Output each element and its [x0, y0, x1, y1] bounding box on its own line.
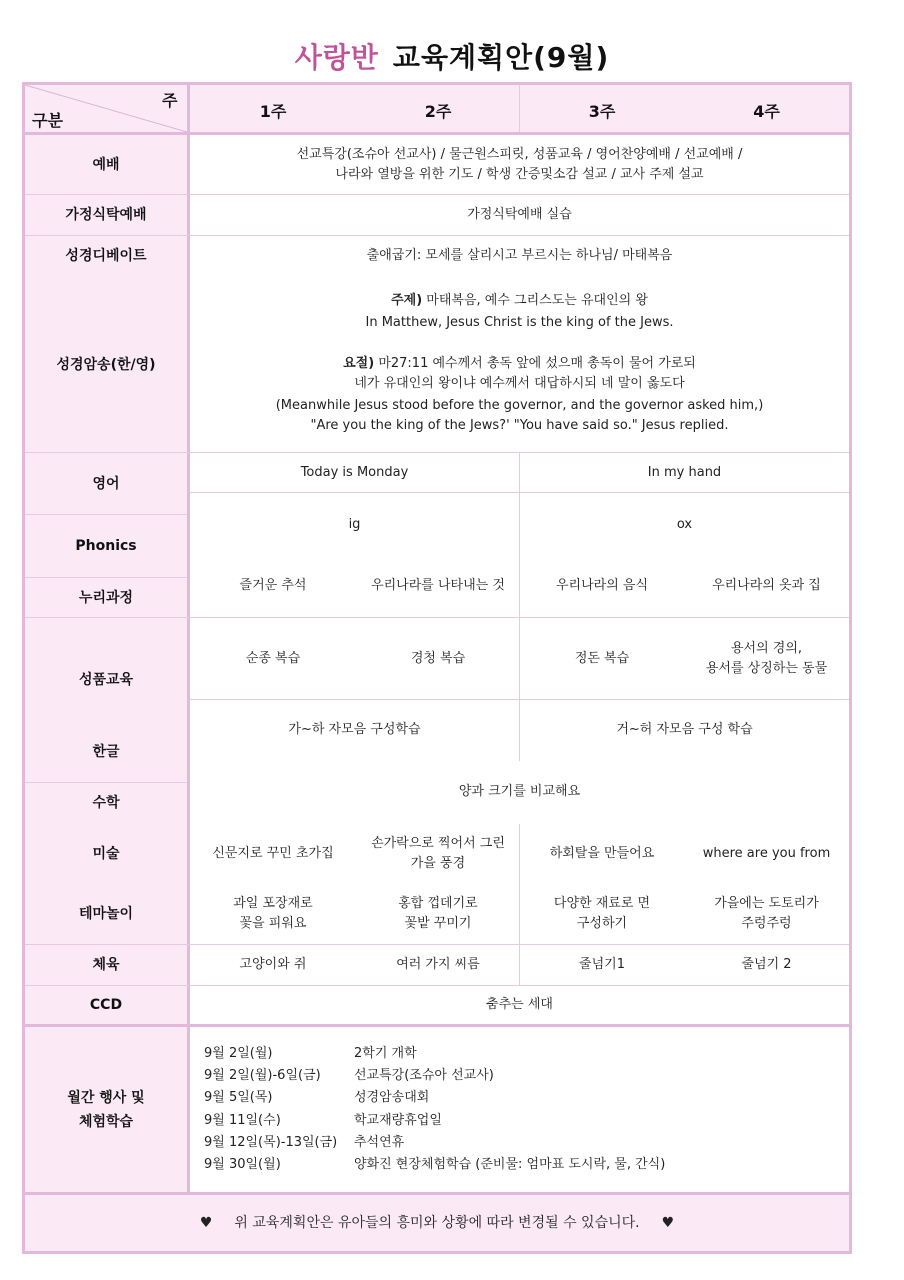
events-label-line-2: 체험학습 — [78, 1113, 134, 1130]
event-text: 성경암송대회 — [354, 1090, 430, 1106]
bible-debate-value: 출애굽기: 모세를 살리시고 부르시는 하나님/ 마태복음 — [366, 248, 673, 263]
bible-debate-label: 성경디베이트 — [25, 236, 187, 276]
event-date: 9월 2일(월) — [204, 1046, 273, 1061]
family-worship-label: 가정식탁예배 — [25, 195, 187, 235]
pe-label: 체육 — [25, 945, 187, 985]
memory-verse — [190, 354, 849, 374]
memory-theme — [190, 291, 849, 311]
events-label-line-1: 월간 행사 및 — [67, 1089, 145, 1106]
art-week-3: 하회탈을 만들어요 — [549, 846, 655, 861]
character-week-1: 순종 복습 — [245, 650, 301, 666]
worship-line-2: 나라와 열방을 위한 기도 / 학생 간증및소감 설교 / 교사 주제 설교 — [335, 167, 704, 182]
english-second-half: In my hand — [647, 464, 722, 480]
event-date: 9월 11일(수) — [204, 1112, 281, 1128]
english-label: 영어 — [25, 453, 187, 514]
event-item — [204, 1154, 665, 1176]
event-date: 9월 30일(월) — [204, 1157, 281, 1173]
character-week-4: 용서의 경의, 용서를 상징하는 동물 — [705, 640, 828, 676]
heart-icon: ♥ — [199, 1215, 213, 1231]
event-item — [204, 1132, 665, 1154]
event-date: 9월 12일(목)-13일(금) — [204, 1134, 338, 1150]
event-text: 양화진 현장체험학습 (준비물: 엄마표 도시락, 물, 간식) — [354, 1157, 666, 1173]
event-item — [204, 1043, 665, 1065]
ccd-value: 춤추는 세대 — [486, 997, 553, 1012]
memory-theme-ko: 마태복음, 예수 그리스도는 유대인의 왕 — [426, 293, 648, 308]
event-item — [204, 1065, 665, 1087]
english-first-half: Today is Monday — [300, 464, 409, 480]
event-text: 2학기 개학 — [354, 1046, 417, 1061]
worship-line-1: 선교특강(조슈아 선교사) / 물근원스피릿, 성품교육 / 영어찬양예배 / 선교예배 / — [296, 147, 743, 162]
theme-play-week-3: 다양한 재료로 면 구성하기 — [553, 896, 651, 931]
footer-note-text: 위 교육계획안은 유아들의 흥미와 상황에 따라 변경될 수 있습니다. — [234, 1215, 640, 1231]
event-text: 추석연휴 — [354, 1134, 405, 1150]
memory-theme-key: 주제) — [391, 293, 423, 308]
header-mid-divider — [519, 85, 520, 132]
class-name: 사랑반 — [294, 41, 379, 74]
memory-verse-ko-2: 네가 유대인의 왕이냐 예수께서 대답하시되 네 말이 옳도다 — [354, 376, 685, 391]
theme-play-week-2: 홍합 껍데기로 꽃밭 꾸미기 — [398, 896, 478, 931]
memory-verse-en-2: "Are you the king of the Jews?' "You have said so." Jesus replied. — [310, 418, 729, 433]
theme-play-week-1: 과일 포장재로 꽃을 피워요 — [233, 896, 313, 931]
pe-week-4: 줄넘기 2 — [741, 957, 792, 972]
page-title — [0, 36, 904, 76]
pe-week-3: 줄넘기1 — [579, 957, 625, 972]
nuri-week-1: 즐거운 추석 — [239, 578, 307, 593]
art-label: 미술 — [25, 834, 187, 874]
theme-play-label: 테마놀이 — [25, 894, 187, 934]
memory-label: 성경암송(한/영) — [25, 345, 187, 385]
phonics-first-half: ig — [348, 517, 361, 532]
nuri-label: 누리과정 — [25, 578, 187, 617]
memory-verse-key: 요절) — [343, 356, 375, 371]
corner-week-label: 주 — [162, 91, 178, 110]
nuri-week-3: 우리나라의 음식 — [555, 578, 649, 593]
art-week-1: 신문지로 꾸민 초가집 — [212, 846, 334, 861]
week-2-header: 2주 — [424, 102, 452, 121]
ccd-label: CCD — [25, 986, 187, 1024]
hangul-first-half: 가~하 자모음 구성학습 — [288, 722, 421, 737]
theme-play-week-4: 가을에는 도토리가 주렁주렁 — [714, 896, 819, 931]
memory-theme-en: In Matthew, Jesus Christ is the king of the Jews. — [365, 315, 674, 330]
nuri-week-2: 우리나라를 나타내는 것 — [371, 578, 505, 593]
family-worship-value: 가정식탁예배 실습 — [467, 207, 572, 222]
phonics-second-half: ox — [676, 517, 693, 532]
character-label: 성품교육 — [25, 660, 187, 700]
nuri-week-4: 우리나라의 옷과 집 — [712, 578, 821, 593]
math-value: 양과 크기를 비교해요 — [458, 784, 581, 799]
events-label — [25, 1027, 187, 1192]
art-week-2: 손가락으로 찍어서 그린 가을 풍경 — [371, 836, 505, 871]
character-week-3: 정돈 복습 — [574, 650, 630, 666]
event-date: 9월 5일(목) — [204, 1090, 273, 1106]
plan-title: 교육계획안(9월) — [392, 41, 610, 74]
character-week-2: 경청 복습 — [410, 650, 466, 666]
hangul-label: 한글 — [25, 732, 187, 772]
event-item — [204, 1110, 665, 1132]
week-3-header: 3주 — [588, 102, 616, 121]
pe-week-1: 고양이와 쥐 — [239, 957, 307, 972]
week-1-header: 1주 — [259, 102, 287, 121]
pe-week-2: 여러 가지 씨름 — [396, 957, 480, 972]
memory-verse-ko-1: 마27:11 예수께서 총독 앞에 섰으매 총독이 물어 가로되 — [378, 356, 696, 371]
event-item — [204, 1087, 665, 1109]
events-list — [204, 1043, 665, 1176]
phonics-label: Phonics — [25, 515, 187, 577]
heart-icon: ♥ — [661, 1215, 675, 1231]
memory-verse-en-1: (Meanwhile Jesus stood before the governor, and the governor asked him,) — [275, 398, 764, 413]
art-week-4: where are you from — [702, 846, 831, 861]
corner-category-label: 구분 — [32, 111, 63, 130]
event-text: 학교재량휴업일 — [354, 1112, 442, 1128]
week-4-header: 4주 — [753, 102, 780, 121]
event-text: 선교특강(조슈아 선교사) — [354, 1068, 494, 1084]
footer-note — [25, 1195, 849, 1251]
hangul-second-half: 거~허 자모음 구성 학습 — [616, 722, 753, 737]
event-date: 9월 2일(월)-6일(금) — [204, 1068, 321, 1084]
math-label: 수학 — [25, 783, 187, 823]
worship-label: 예배 — [25, 135, 187, 194]
